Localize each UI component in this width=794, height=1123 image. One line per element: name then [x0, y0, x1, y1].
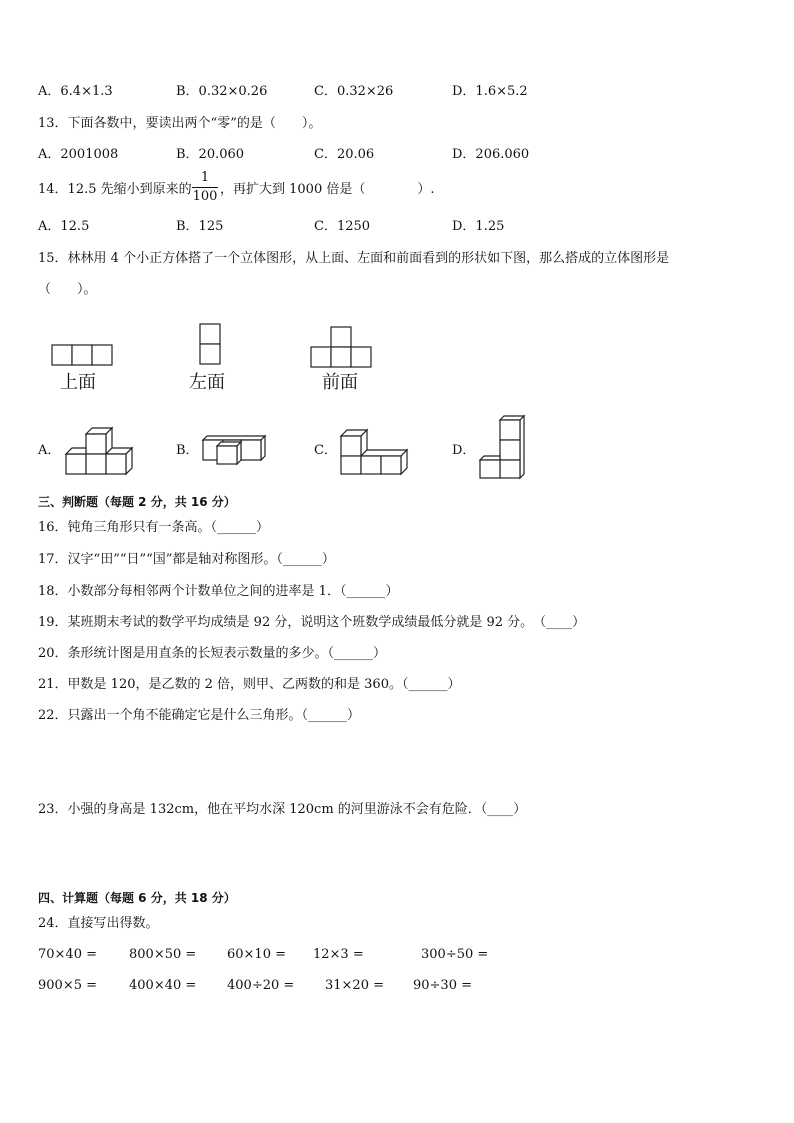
q14-fraction-denominator: 100 — [192, 189, 218, 204]
q14-option-d: D．1.25 — [452, 219, 505, 234]
q14-fraction-numerator: 1 — [200, 170, 210, 185]
q12-option-d: D．1.6×5.2 — [452, 84, 528, 99]
calc-item: 12×3 = — [313, 947, 364, 962]
section3-title: 三、判断题（每题 2 分，共 16 分） — [38, 495, 236, 509]
front-view-label: 前面 — [322, 372, 358, 393]
fraction-bar — [192, 187, 218, 188]
q24-stem: 24．直接写出得数。 — [38, 916, 159, 931]
top-view-label: 上面 — [60, 372, 96, 393]
section4-title: 四、计算题（每题 6 分，共 18 分） — [38, 891, 236, 905]
q15-option-d-label: D． — [452, 443, 476, 458]
calc-item: 800×50 = — [129, 947, 197, 962]
top-view-figure — [52, 345, 112, 367]
calc-item: 400÷20 = — [227, 978, 295, 993]
front-view-figure — [311, 327, 373, 369]
q15-option-c-label: C． — [314, 443, 337, 458]
q15-option-c-figure — [341, 430, 411, 474]
q13-stem: 13．下面各数中，要读出两个“零”的是（ ）。 — [38, 116, 322, 131]
q12-option-c: C．0.32×26 — [314, 84, 394, 99]
q15-option-b-figure — [203, 436, 269, 464]
calc-item: 70×40 = — [38, 947, 98, 962]
q23: 23．小强的身高是 132cm，他在平均水深 120cm 的河里游泳不会有危险．（____） — [38, 802, 527, 817]
q15-option-a-figure — [66, 428, 136, 474]
q14-stem-b: ，再扩大到 1000 倍是（ ）. — [220, 182, 435, 197]
calc-item: 90÷30 = — [413, 978, 473, 993]
q20: 20．条形统计图是用直条的长短表示数量的多少。（______） — [38, 646, 387, 661]
q15-option-b-label: B． — [176, 443, 199, 458]
calc-item: 300÷50 = — [421, 947, 489, 962]
q15-option-d-figure — [480, 416, 528, 480]
q14-fraction — [192, 170, 218, 205]
q15-stem-line1: 15．林林用 4 个小正方体搭了一个立体图形，从上面、左面和前面看到的形状如下图，那么搭成的立体图形是 — [38, 251, 670, 266]
calc-item: 31×20 = — [325, 978, 385, 993]
calc-item: 400×40 = — [129, 978, 197, 993]
q16: 16．钝角三角形只有一条高。（______） — [38, 520, 270, 535]
q19: 19．某班期末考试的数学平均成绩是 92 分，说明这个班数学成绩最低分就是 92 分。 （____） — [38, 615, 586, 630]
q12-option-b: B．0.32×0.26 — [176, 84, 268, 99]
q13-option-b: B．20.060 — [176, 147, 245, 162]
calc-item: 900×5 = — [38, 978, 98, 993]
q15-option-a-label: A． — [38, 443, 61, 458]
left-view-figure — [200, 324, 222, 366]
calc-item: 60×10 = — [227, 947, 287, 962]
q21: 21．甲数是 120，是乙数的 2 倍，则甲、乙两数的和是 360。（______） — [38, 677, 461, 692]
q14-option-b: B．125 — [176, 219, 224, 234]
q13-option-c: C．20.06 — [314, 147, 375, 162]
q14-option-a: A．12.5 — [38, 219, 90, 234]
q13-option-d: D．206.060 — [452, 147, 530, 162]
q12-option-a: A．6.4×1.3 — [38, 84, 113, 99]
q15-stem-line2: （ ）。 — [38, 282, 97, 297]
q14-stem-a: 14．12.5 先缩小到原来的 — [38, 182, 192, 197]
left-view-label: 左面 — [189, 372, 225, 393]
q17: 17．汉字“田”“日”“国”都是轴对称图形。（______） — [38, 552, 335, 567]
q13-option-a: A．2001008 — [38, 147, 119, 162]
q18: 18．小数部分每相邻两个计数单位之间的进率是 1．（______） — [38, 584, 399, 599]
q22: 22．只露出一个角不能确定它是什么三角形。（______） — [38, 708, 361, 723]
q14-option-c: C．1250 — [314, 219, 371, 234]
